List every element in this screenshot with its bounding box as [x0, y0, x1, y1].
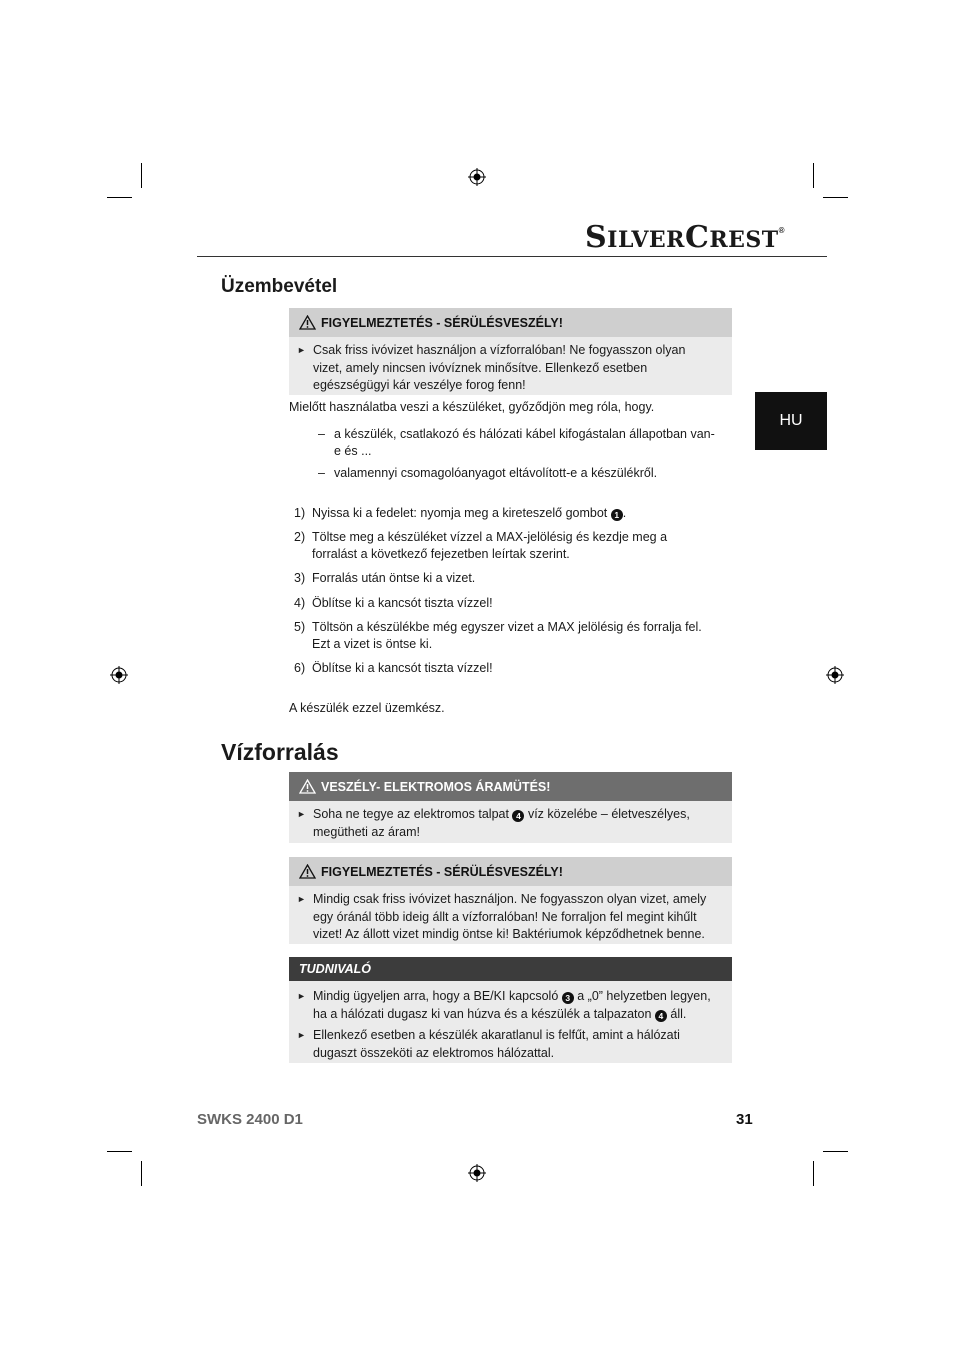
warning-triangle-icon: [299, 315, 316, 330]
crop-mark: [813, 163, 814, 188]
header-divider: [197, 256, 827, 257]
list-item: ► Soha ne tegye az elektromos talpat 4 víz közelébe – életveszélyes, megütheti az áram!: [297, 806, 718, 841]
warning-header: FIGYELMEZTETÉS - SÉRÜLÉSVESZÉLY!: [289, 308, 732, 337]
list-item: 1) Nyissa ki a fedelet: nyomja meg a kireteszelő gombot 1 .: [294, 506, 627, 520]
crop-mark: [813, 1161, 814, 1186]
list-item: 3) Forralás után öntse ki a vizet.: [294, 571, 476, 585]
crop-mark: [107, 197, 132, 198]
arrow-bullet-icon: ►: [297, 809, 306, 819]
danger-header: VESZÉLY- ELEKTROMOS ÁRAMÜTÉS!: [289, 772, 732, 801]
list-item: ► Ellenkező esetben a készülék akaratlanul is felfűt, amint a hálózati dugaszt összeköti az elektromos hálózattal.: [297, 1027, 718, 1062]
warning-box: [289, 857, 732, 944]
model-number: SWKS 2400 D1: [197, 1111, 303, 1128]
arrow-bullet-icon: ►: [297, 991, 306, 1001]
reference-number-icon: 3: [562, 992, 574, 1004]
list-item: 4) Öblítse ki a kancsót tiszta vízzel!: [294, 596, 493, 610]
crop-mark: [823, 197, 848, 198]
list-item: ► Mindig ügyeljen arra, hogy a BE/KI kapcsoló 3 a „0” helyzetben legyen, ha a hálózati dugasz ki van húzva és a készülék a talpazaton 4 áll.: [297, 988, 718, 1023]
arrow-bullet-icon: ►: [297, 345, 306, 355]
page-number: 31: [736, 1111, 753, 1128]
arrow-bullet-icon: ►: [297, 1030, 306, 1040]
list-item: – valamennyi csomagolóanyagot eltávolított-e a készülékről.: [318, 466, 658, 480]
list-item: ► Csak friss ivóvizet használjon a vízforralóban! Ne fogyasszon olyan vizet, amely nincsen ivóvíznek minősítve. Ellenkező esetben egészségügyi kár veszélye forog fenn!: [297, 342, 718, 395]
list-item: 2) Töltse meg a készüléket vízzel a MAX-jelölésig és kezdje meg a forralást a következő fejezetben leírtak szerint.: [294, 530, 668, 561]
warning-triangle-icon: [299, 864, 316, 879]
reference-number-icon: 4: [512, 810, 524, 822]
crop-mark: [107, 1151, 132, 1152]
warning-triangle-icon: [299, 779, 316, 794]
warning-box: [289, 308, 732, 395]
reference-number-icon: 1: [611, 509, 623, 521]
list-item: 5) Töltsön a készülékbe még egyszer vizet a MAX jelölésig és forralja fel. Ezt a vizet is öntse ki.: [294, 620, 702, 651]
note-header: TUDNIVALÓ: [289, 957, 732, 981]
brand-logo: SILVERCREST®: [585, 220, 786, 255]
registration-mark-icon: [468, 168, 486, 186]
list-item: ► Mindig csak friss ivóvizet használjon. Ne fogyasszon olyan vizet, amely egy óránál több ideig állt a vízforralóban! Ne forraljon fel megint kihűlt vizet! Az állott vizet mindig öntse ki! Baktériumok képződhetnek benne.: [297, 891, 718, 944]
crop-mark: [141, 1161, 142, 1186]
section-title: Vízforralás: [221, 739, 339, 765]
note-box: [289, 957, 732, 1063]
section-title: Üzembevétel: [221, 276, 338, 297]
reference-number-icon: 4: [655, 1010, 667, 1022]
intro-text: Mielőtt használatba veszi a készüléket, győződjön meg róla, hogy.: [289, 400, 655, 414]
crop-mark: [823, 1151, 848, 1152]
list-item: – a készülék, csatlakozó és hálózati kábel kifogástalan állapotban van-e és ...: [318, 427, 715, 458]
language-tab: HU: [755, 392, 827, 450]
warning-header: FIGYELMEZTETÉS - SÉRÜLÉSVESZÉLY!: [289, 857, 732, 886]
list-item: 6) Öblítse ki a kancsót tiszta vízzel!: [294, 661, 493, 675]
registration-mark-icon: [826, 666, 844, 684]
ready-text: A készülék ezzel üzemkész.: [289, 701, 445, 715]
registration-mark-icon: [468, 1164, 486, 1182]
registration-mark-icon: [110, 666, 128, 684]
danger-box: [289, 772, 732, 843]
arrow-bullet-icon: ►: [297, 894, 306, 904]
crop-mark: [141, 163, 142, 188]
